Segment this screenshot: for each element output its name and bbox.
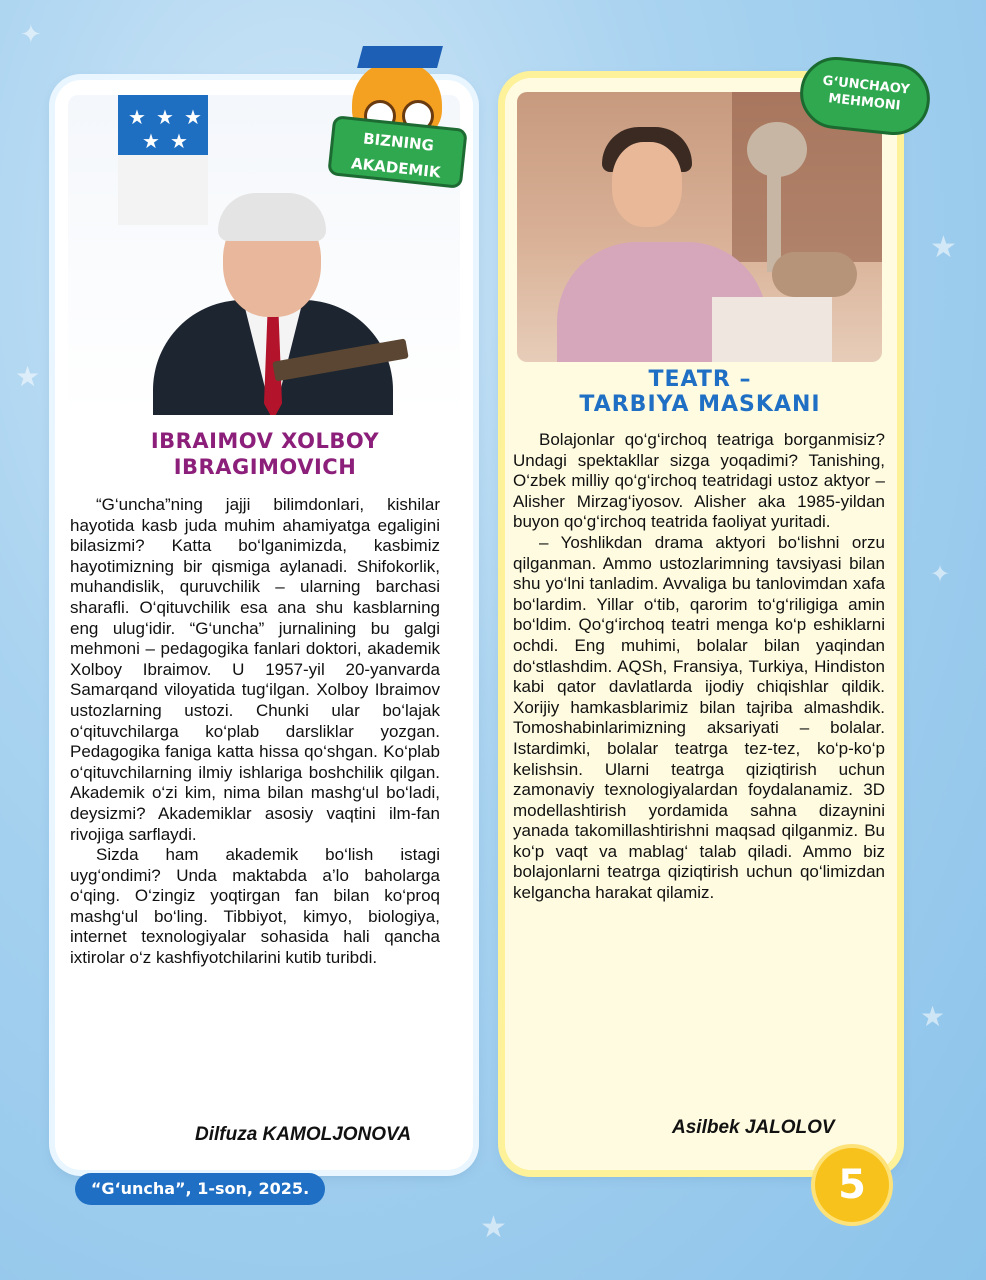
left-article-body (70, 495, 440, 969)
issue-label: “G‘uncha”, 1-son, 2025. (75, 1173, 325, 1205)
paragraph: Sizda ham akademik bo‘lish istagi uyg‘ondimi? Unda maktabda a’lo baholarga o‘qing. O‘zingiz yoqtirgan fan bilan ko‘proq mashg‘ul bo‘ling. Tibbiyot, kimyo, biologiya, internet texnologiyalar sohasida hali qancha ixtirolar o‘z kashfiyotchilarini kutib turibdi. (70, 845, 440, 968)
sparkle-icon: ★ (920, 1000, 946, 1033)
title-line: IBRAGIMOVICH (173, 455, 357, 479)
academic-owl-badge (330, 40, 470, 190)
flag-white-stripe (118, 155, 208, 225)
person-hair (218, 193, 326, 241)
puppet-stand (712, 297, 832, 362)
author-signature: Dilfuza KAMOLJONOVA (195, 1124, 412, 1145)
title-line: TEATR – (648, 367, 752, 392)
sparkle-icon: ✦ (930, 560, 951, 588)
sparkle-icon: ★ (15, 360, 41, 393)
academic-name-title (100, 428, 430, 480)
star-icon: ★ (184, 105, 202, 129)
page-number: 5 (815, 1148, 889, 1222)
right-article-body (513, 430, 885, 904)
star-icon: ★ (128, 105, 146, 129)
star-icon: ★ (142, 129, 160, 153)
badge-line: MEHMONI (827, 91, 902, 114)
sparkle-icon: ✦ (20, 20, 42, 50)
puppet-body (772, 252, 857, 297)
star-icon: ★ (156, 105, 174, 129)
title-line: TARBIYA MASKANI (579, 392, 821, 417)
paragraph: “G‘uncha”ning jajji bilimdonlari, kishilar hayotida kasb juda muhim ahamiyatga egaligini bilasizmi? Katta bo‘lganimizda, kasbimiz hayotimizning bir qismiga aylanadi. Shifokorlik, muhandislik, quruvchilik – ularning barchasi sharafli. O‘qituvchilik esa ana shu kasblarning eng ulug‘idir. “G‘uncha” jurnalining bu galgi mehmoni – pedagogika fanlari doktori, akademik Xolboy Ibraimov. U 1957-yil 20-yanvarda Samarqand viloyatida tug‘ilgan. Xolboy Ibraimov ustozlarning ustozi. Chunki ular bo‘lajak o‘qituvchilarga ko‘plab darsliklar yozgan. Pedagogika faniga katta hissa qo‘shgan. Ko‘plab o‘qituvchilarning ilmiy ishlariga boshchilik qilgan. Akademik o‘zi kim, nima bilan mashg‘ul bo‘ladi, deysizmi? Akademiklar asosiy vaqtini ilm-fan rivojiga sarflaydi. (70, 495, 440, 844)
person-face (612, 142, 682, 227)
sparkle-icon: ★ (930, 230, 957, 265)
paragraph: Bolajonlar qo‘g‘irchoq teatriga borganmisiz? Undagi spektakllar sizga yoqadimi? Tanishing, O‘zbek milliy qo‘g‘irchoq teatridagi ustoz aktyor – Alisher Mirzag‘iyosov. Alisher aka 1985-yildan buyon qo‘g‘irchoq teatrida faoliyat yuritadi. (513, 430, 885, 532)
sparkle-icon: ★ (480, 1210, 507, 1245)
deer-puppet-icon (747, 122, 807, 177)
badge-label: BIZNING AKADEMIK (327, 115, 468, 189)
theatre-article-title (540, 367, 860, 417)
star-icon: ★ (170, 129, 188, 153)
graduation-cap-icon (357, 46, 443, 68)
author-signature: Asilbek JALOLOV (672, 1117, 835, 1138)
puppeteer-photo (517, 92, 882, 362)
paragraph: – Yoshlikdan drama aktyori bo‘lishni orzu qilganman. Ammo ustozlarimning tavsiyasi bilan shu yo‘lni tanladim. Avvaliga bu tanlovimdan xafa bo‘lardim. Yillar o‘tib, qarorim to‘g‘riligiga amin bo‘ldim. Qo‘g‘irchoq teatri menga ko‘p eshiklarni ochdi. Eng muhimi, bolalar bilan yaqindan do‘stlashdim. AQSh, Fransiya, Turkiya, Hindiston kabi qator davlatlarda ijodiy chiqishlar qildik. Xorijiy hamkasblarimiz bilan tajriba almashdik. Tomoshabinlarimizning aksariyati – bolalar. Istardimki, bolalar teatrga tez-tez, ko‘p-ko‘p kelishsin. Ularni teatrga qiziqtirish uchun zamonaviy texnologiyalardan foydalanamiz. 3D modellashtirish yordamida sahna dizaynini yanada takomillashtirishni maqsad qilganmiz. Bu ko‘p vaqt va mablag‘ talab qiladi. Ammo biz bolajonlarni teatrga qiziqtirish uchun qo‘limizdan kelgancha harakat qilamiz. (513, 532, 885, 903)
badge-line: G‘UNCHAOY (821, 73, 911, 98)
title-line: IBRAIMOV XOLBOY (150, 429, 380, 453)
